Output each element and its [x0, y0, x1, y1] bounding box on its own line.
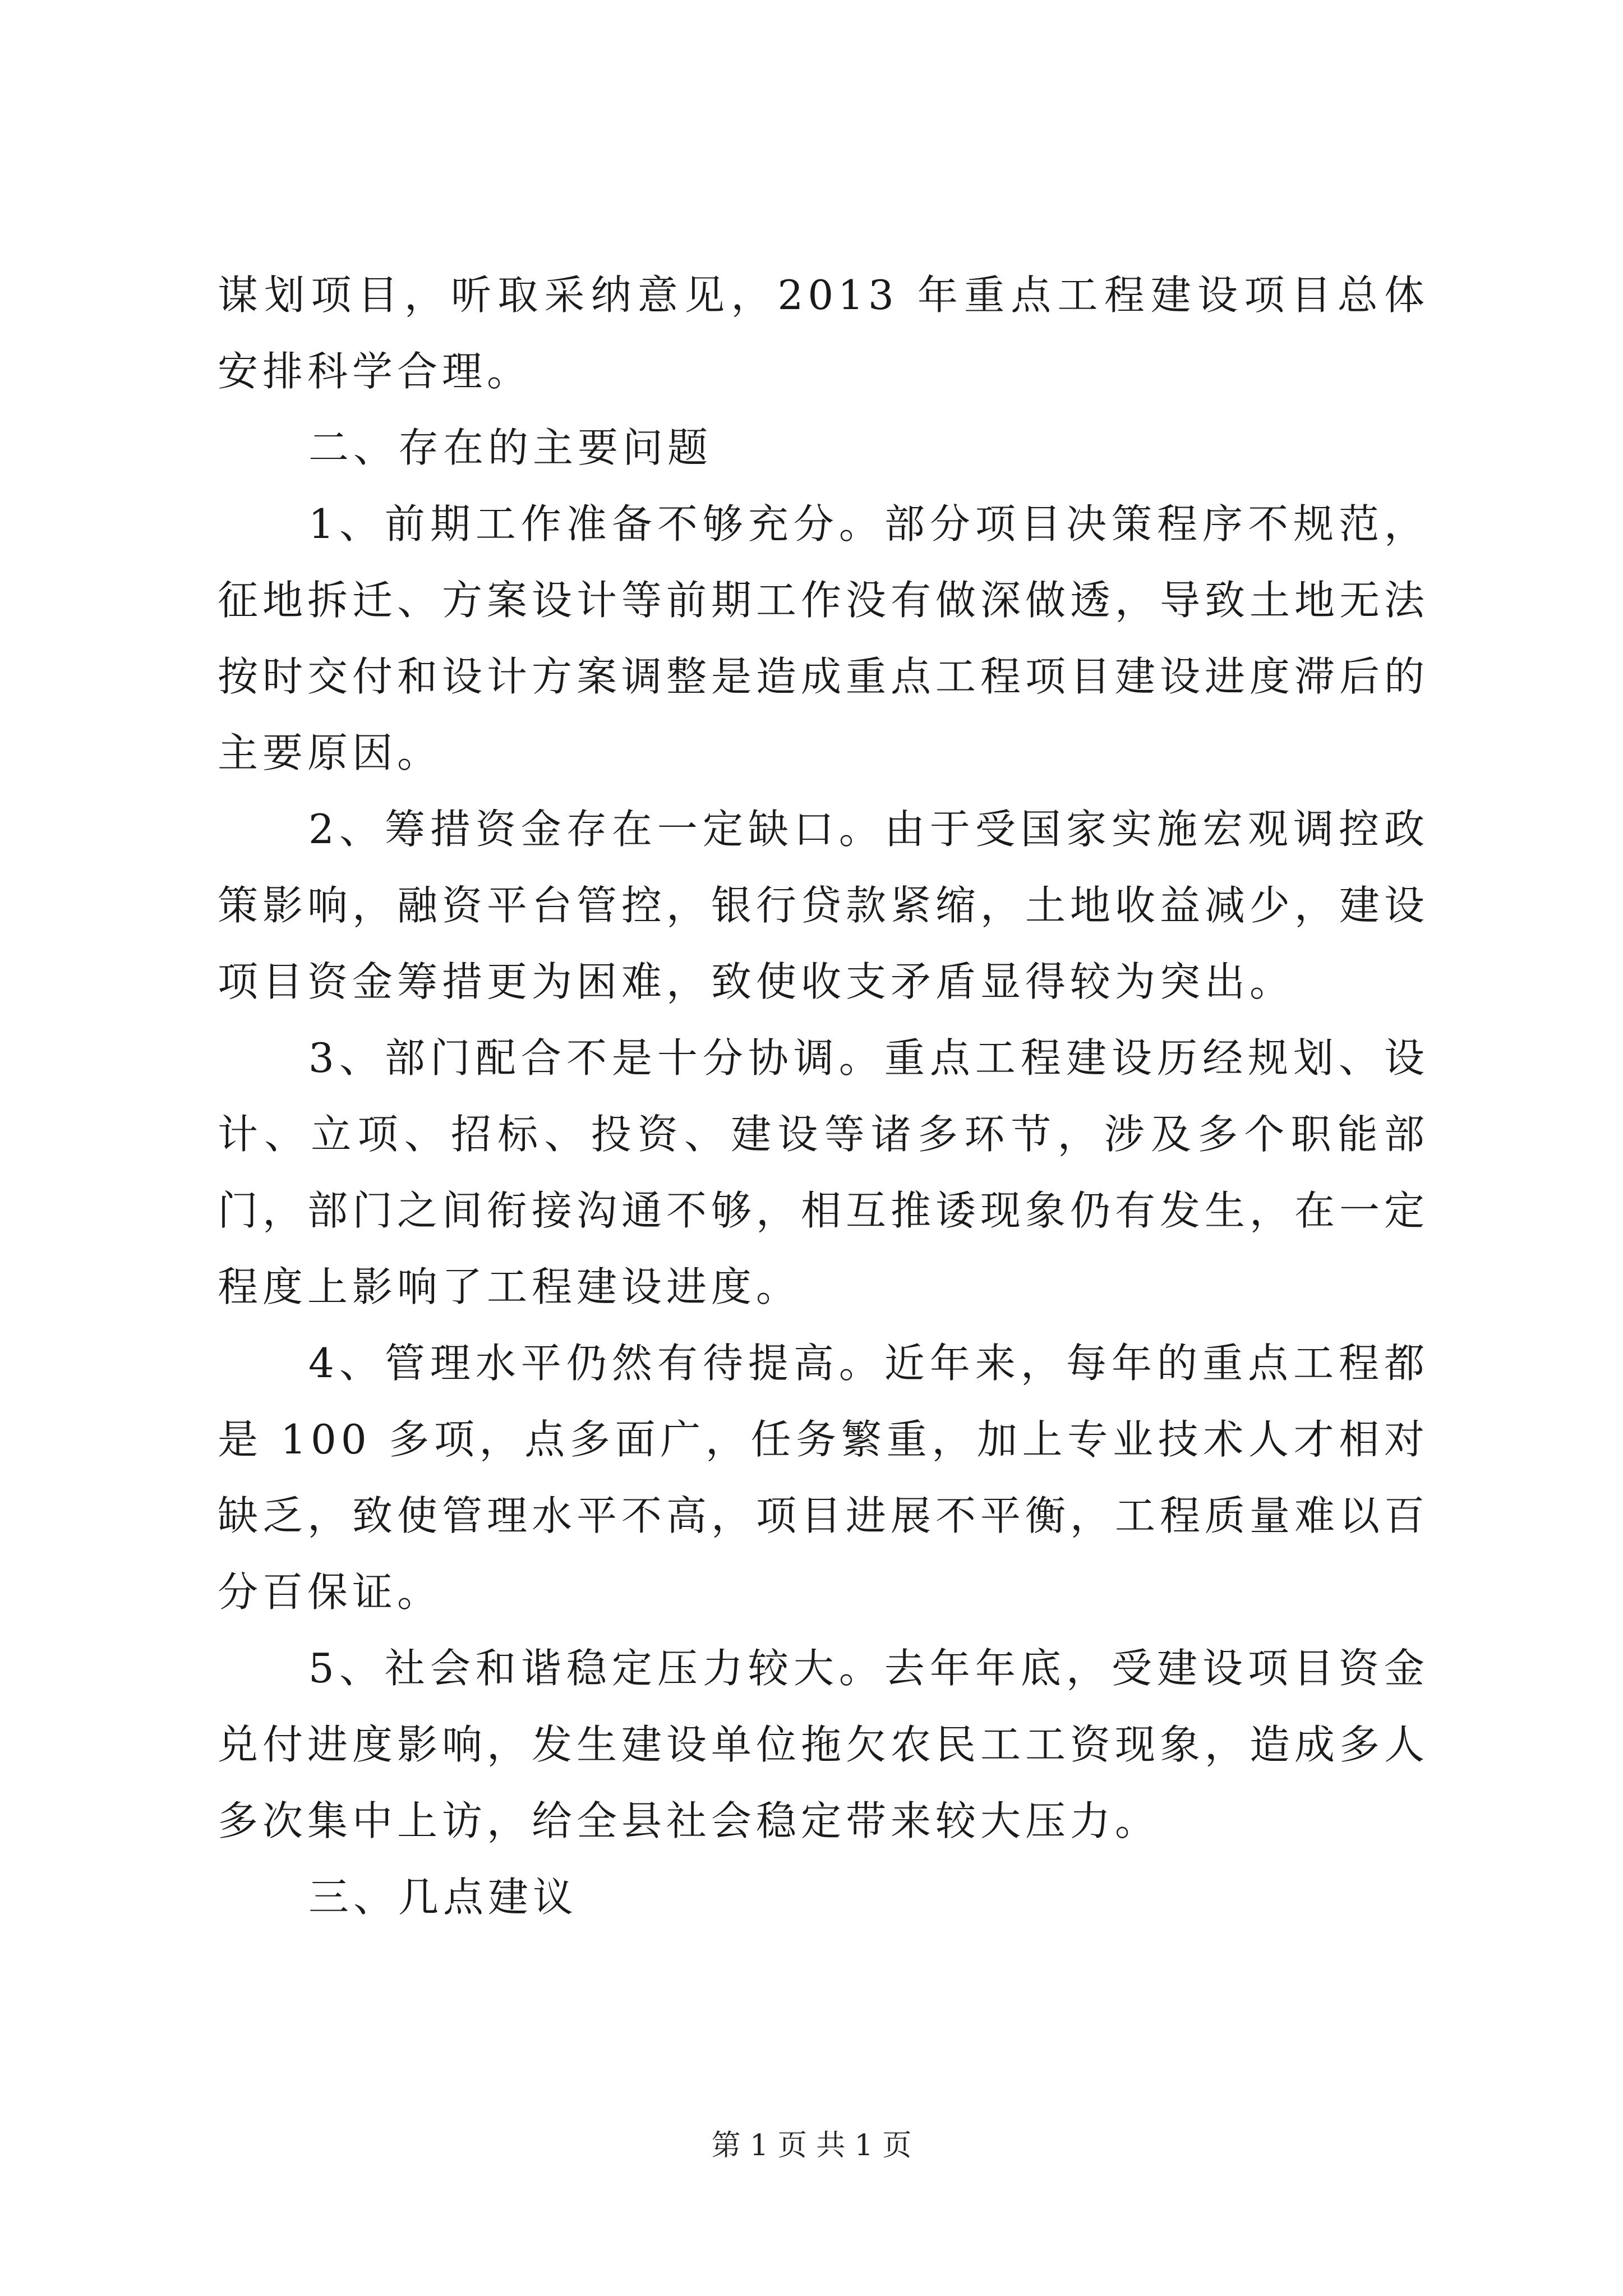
paragraph-item-4: 4、管理水平仍然有待提高。近年来，每年的重点工程都是 100 多项，点多面广，任务繁重，加上专业技术人才相对缺乏，致使管理水平不高，项目进展不平衡，工程质量难以百分百保证。: [218, 1340, 1430, 1616]
page-number-label: 第 1 页 共 1 页: [711, 2129, 912, 2162]
section-heading-problems: 二、存在的主要问题: [308, 424, 713, 471]
paragraph-item-3: 3、部门配合不是十分协调。重点工程建设历经规划、设计、立项、招标、投资、建设等诸多环节，涉及多个职能部门，部门之间衔接沟通不够，相互推诿现象仍有发生，在一定程度上影响了工程建设进度。: [218, 1034, 1430, 1310]
document-body: [218, 257, 1429, 1935]
paragraph-continuation: 谋划项目，听取采纳意见，2013 年重点工程建设项目总体安排科学合理。: [218, 272, 1429, 395]
paragraph-item-5: 5、社会和谐稳定压力较大。去年年底，受建设项目资金兑付进度影响，发生建设单位拖欠农民工工资现象，造成多人多次集中上访，给全县社会稳定带来较大压力。: [218, 1645, 1430, 1844]
paragraph-item-2: 2、筹措资金存在一定缺口。由于受国家实施宏观调控政策影响，融资平台管控，银行贷款紧缩，土地收益减少，建设项目资金筹措更为困难，致使收支矛盾显得较为突出。: [218, 806, 1430, 1005]
paragraph-item-1: 1、前期工作准备不够充分。部分项目决策程序不规范，征地拆迁、方案设计等前期工作没有做深做透，导致土地无法按时交付和设计方案调整是造成重点工程项目建设进度滞后的主要原因。: [218, 500, 1430, 776]
page-footer: [0, 2126, 1623, 2165]
section-heading-suggestions: 三、几点建议: [308, 1874, 578, 1921]
